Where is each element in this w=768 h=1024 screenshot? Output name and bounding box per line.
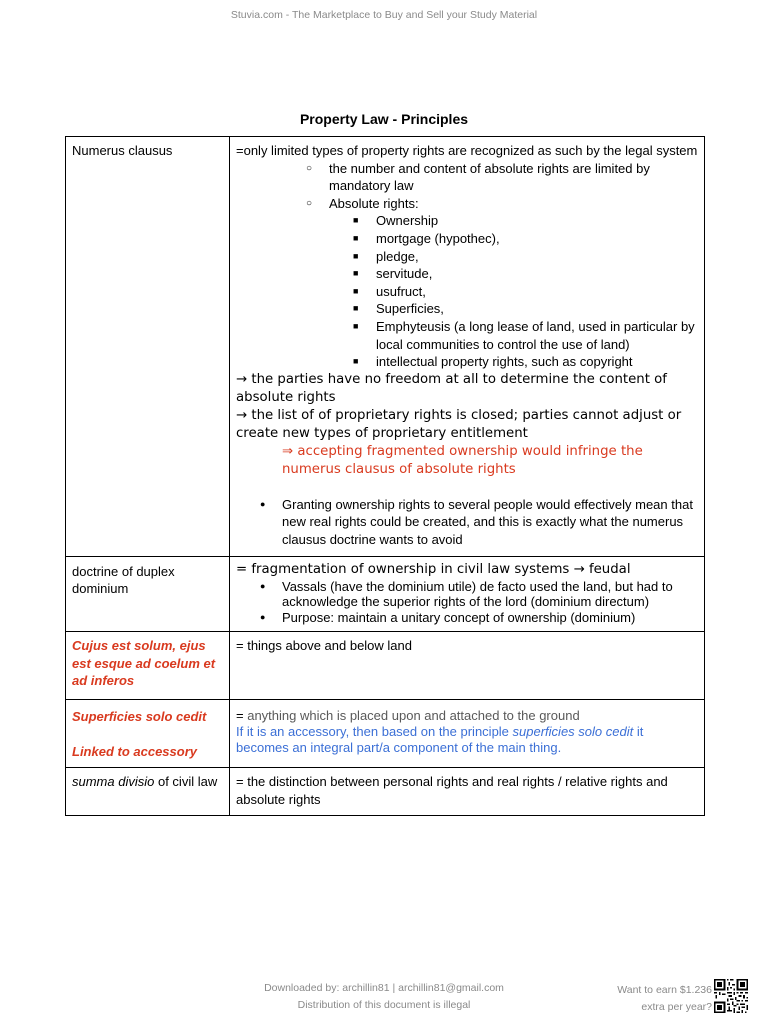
principles-table	[65, 136, 705, 816]
term-cell	[66, 632, 230, 700]
distribution-notice: Distribution of this document is illegal	[297, 999, 471, 1011]
list-item: ■ mortgage (hypothec),	[236, 230, 698, 248]
definition-cell	[230, 137, 705, 557]
term-cell	[66, 556, 230, 632]
list-item: ■ intellectual property rights, such as copyright	[236, 353, 698, 371]
term-summa-divisio: summa divisio	[72, 773, 155, 789]
definition-text: = the distinction between personal rights and real rights / relative rights and absolute rights	[236, 773, 668, 807]
definition-text	[236, 708, 698, 724]
definition-gray: anything which is placed upon and attached to the ground	[247, 707, 580, 723]
table-row	[66, 137, 705, 557]
list-item: ■ Emphyteusis (a long lease of land, used in particular by local communities to control the use of land)	[236, 318, 698, 353]
definition-cell	[230, 632, 705, 700]
list-item: ● Purpose: maintain a unitary concept of ownership (dominium)	[236, 610, 698, 626]
definition-eq: =	[236, 707, 248, 723]
list-item: ■ pledge,	[236, 248, 698, 266]
term-cell	[66, 137, 230, 557]
sub-list	[236, 160, 698, 213]
term-duplex-dominium: doctrine of duplex dominium	[72, 563, 175, 597]
page-title: Property Law - Principles	[299, 111, 469, 127]
accessory-note-a: If it is an accessory, then based on the principle	[236, 723, 513, 739]
table-row	[66, 699, 705, 767]
earn-line: extra per year?	[641, 1001, 712, 1013]
earn-promo[interactable]	[617, 982, 712, 1016]
term-cell	[66, 699, 230, 767]
bullet-list	[236, 579, 698, 626]
bullet-list	[236, 496, 698, 549]
table-row	[66, 767, 705, 815]
list-item: ■ Ownership	[236, 212, 698, 230]
term-superficies: Superficies solo cedit	[72, 708, 207, 724]
table-row	[66, 632, 705, 700]
definition-text: =only limited types of property rights are recognized as such by the legal system	[236, 143, 698, 158]
absolute-rights-list	[236, 212, 698, 370]
term-linked-accessory: Linked to accessory	[72, 744, 197, 760]
red-note: ⇒ accepting fragmented ownership would infringe the numerus clausus of absolute rights	[282, 443, 643, 477]
definition-text: = fragmentation of ownership in civil law systems → feudal	[236, 561, 631, 577]
list-item: ○ Absolute rights:	[236, 195, 698, 213]
list-item: ■ servitude,	[236, 265, 698, 283]
accessory-note-italic: superficies solo cedit	[512, 723, 634, 739]
earn-line: Want to earn $1.236	[617, 984, 712, 996]
list-item: ■ usufruct,	[236, 283, 698, 301]
qr-code-icon[interactable]	[714, 979, 748, 1013]
definition-cell	[230, 767, 705, 815]
list-item: ○ the number and content of absolute rights are limited by mandatory law	[236, 160, 698, 195]
arrow-note: → the parties have no freedom at all to determine the content of absolute rights	[236, 371, 667, 405]
definition-text: = things above and below land	[236, 638, 412, 653]
term-summa-rest: of civil law	[154, 773, 218, 789]
arrow-note: → the list of of proprietary rights is closed; parties cannot adjust or create new types of proprietary entitlement	[236, 407, 682, 441]
term-cell	[66, 767, 230, 815]
list-item: ■ Superficies,	[236, 300, 698, 318]
term-numerus-clausus: Numerus clausus	[72, 143, 173, 158]
term-cujus-est-solum: Cujus est solum, ejus est esque ad coelum et ad inferos	[72, 638, 216, 689]
definition-cell	[230, 556, 705, 632]
accessory-note-b: it becomes an integral part/a component of the main thing.	[236, 723, 644, 755]
table-row	[66, 556, 705, 632]
source-header: Stuvia.com - The Marketplace to Buy and Sell your Study Material	[230, 9, 538, 21]
download-info: Downloaded by: archillin81 | archillin81@gmail.com	[264, 982, 504, 994]
accessory-note	[236, 724, 698, 756]
list-item: ● Vassals (have the dominium utile) de facto used the land, but had to acknowledge the superior rights of the lord (dominium directum)	[236, 579, 698, 610]
definition-cell	[230, 699, 705, 767]
list-item: ● Granting ownership rights to several people would effectively mean that new real rights could be created, and this is exactly what the numerus clausus doctrine wants to avoid	[236, 496, 698, 549]
